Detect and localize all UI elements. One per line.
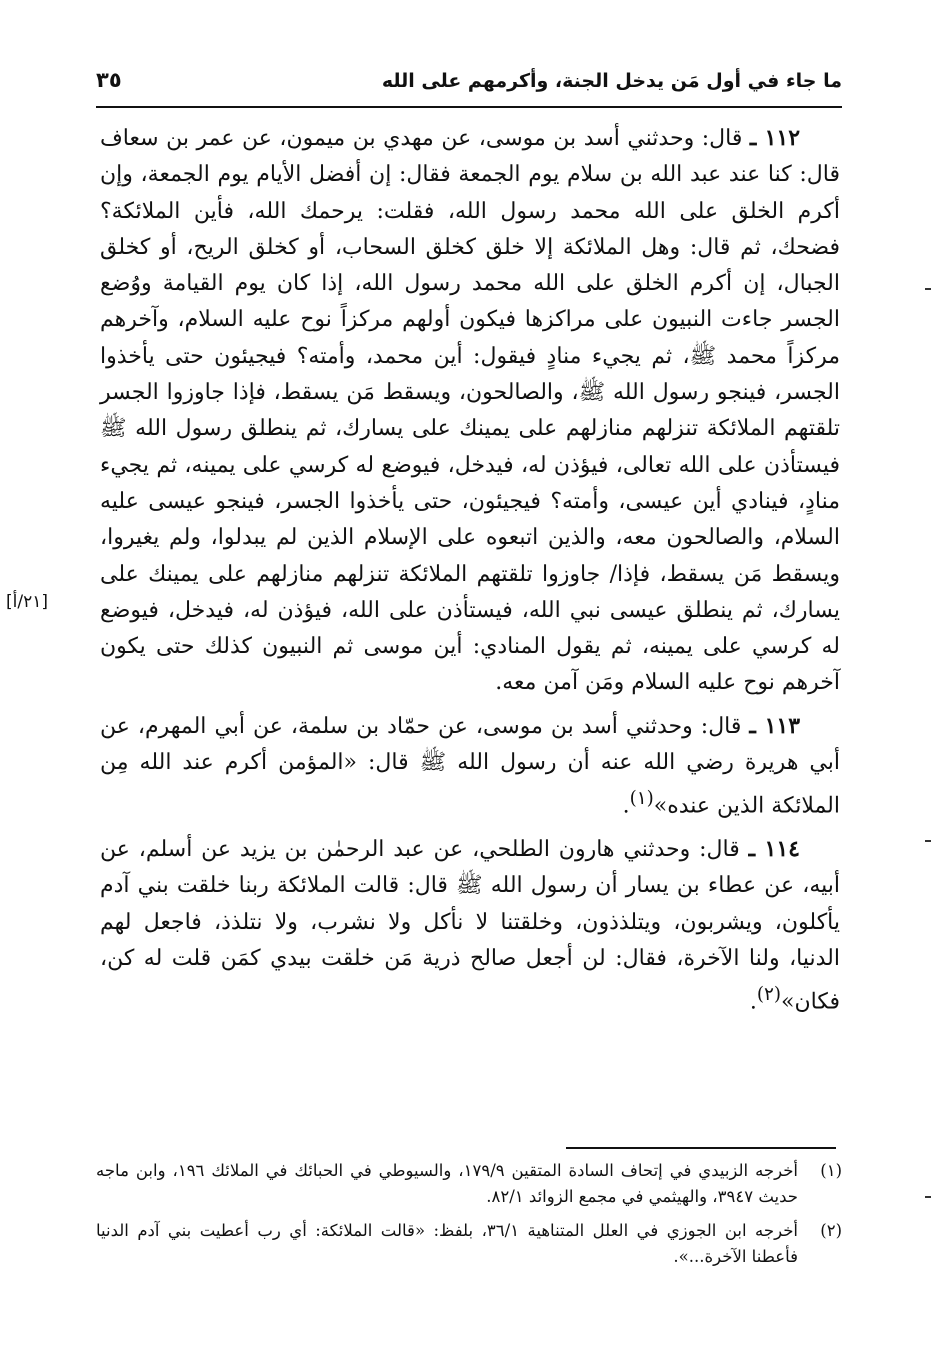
page-number: ٣٥ bbox=[96, 68, 122, 92]
paragraph-number: ١١٤ ـ bbox=[748, 835, 800, 862]
footnote-text: أخرجه الزبيدي في إتحاف السادة المتقين ١٧٩/٩، والسيوطي في الحبائك في الملائك ١٩٦، وابن ماجه حديث ٣٩٤٧، والهيثمي في مجمع الزوائد ٨٢/١. bbox=[96, 1161, 799, 1206]
footnote-marker: (٢) bbox=[820, 1221, 842, 1240]
paragraph-113 bbox=[100, 708, 840, 825]
paragraph-tail: . bbox=[622, 793, 630, 819]
paragraph-number: ١١٢ ـ bbox=[749, 125, 801, 151]
footnote-2 bbox=[96, 1218, 842, 1270]
folio-marker: [٢١/أ] bbox=[6, 592, 48, 612]
footnote-divider bbox=[566, 1147, 836, 1149]
scan-mark bbox=[925, 288, 931, 290]
footnote-marker: (١) bbox=[820, 1161, 842, 1180]
paragraph-114 bbox=[100, 831, 840, 1021]
running-header bbox=[96, 62, 842, 102]
paragraph-text: قال: وحدثني هارون الطلحي، عن عبد الرحمٰن بن يزيد عن أسلم، عن أبيه، عن عطاء بن يسار أن رسول الله ﷺ قال: قالت الملائكة ربنا خلقت بني آدم يأكلون، ويشربون، ويتلذذون، وخلقتنا لا نأكل ولا نشرب، ولا نتلذذ، فاجعل لهم الدنيا، ولنا الآخرة، فقال: لن أجعل صالح ذرية مَن خلقت بيدي كمَن قلت له كن، فكان» bbox=[100, 836, 840, 1015]
header-divider bbox=[96, 106, 842, 108]
footnote-reference: (١) bbox=[629, 788, 654, 810]
paragraph-text: قال: وحدثني أسد بن موسى، عن مهدي بن ميمون، عن عمر بن سعاف قال: كنا عند عبد الله بن سلام يوم الجمعة فقال: إن أفضل الأيام يوم الجمعة، وإن أكرم الخلق على الله محمد رسول الله، فقلت: يرحمك الله، فأين الملائكة؟ فضحك، ثم قال: وهل الملائكة إلا خلق كخلق السحاب، أو كخلق الريح، أو كخلق الجبال، إن أكرم الخلق على الله محمد رسول الله، إذا كان يوم القيامة ووُضع الجسر جاءت النبيون على مراكزها فيكون أولهم مركزاً نوح عليه السلام، وآخرهم مركزاً محمد ﷺ، ثم يجيء منادٍ فيقول: أين محمد، وأمته؟ فيجيئون حتى يأخذوا الجسر، فينجو رسول الله ﷺ، والصالحون، ويسقط مَن يسقط، فإذا جاوزوا الجسر تلقتهم الملائكة تنزلهم منازلهم على يمينك على يسارك، ثم ينطلق رسول الله ﷺ فيستأذن على الله تعالى، فيؤذن له، فيدخل، فيوضع له كرسي على يمينه، ثم يجيء منادٍ، فينادي أين عيسى، وأمته؟ فيجيئون، حتى يأخذوا الجسر، فينجو عيسى عليه السلام، والصالحون معه، والذين اتبعوه على الإسلام الذين لم يبدلوا، ولم يغيروا، ويسقط مَن يسقط، فإذا/ جاوزوا تلقتهم الملائكة تنزلهم منازلهم على يمينك على يسارك، ثم ينطلق عيسى نبي الله، فيستأذن على الله، فيؤذن له، فيدخل، فيوضع له كرسي على يمينه، ثم يقول المنادي: أين موسى ثم النبيون كذلك حتى يكون آخرهم نوح عليه السلام ومَن آمن معه. bbox=[100, 126, 840, 696]
paragraph-text: قال: وحدثني أسد بن موسى، عن حمّاد بن سلمة، عن أبي المهرم، عن أبي هريرة رضي الله عنه أن رسول الله ﷺ قال: «المؤمن أكرم عند الله مِن الملائكة الذين عنده» bbox=[100, 713, 840, 819]
footnotes bbox=[96, 1158, 842, 1278]
paragraph-number: ١١٣ ـ bbox=[749, 712, 801, 739]
footnote-reference: (٢) bbox=[756, 984, 781, 1006]
main-text bbox=[100, 120, 840, 1021]
scan-mark bbox=[925, 1196, 931, 1198]
paragraph-112 bbox=[100, 120, 840, 702]
footnote-text: أخرجه ابن الجوزي في العلل المتناهية ٣٦/١، بلفظ: «قالت الملائكة: أي رب أعطيت بني آدم الدنيا فأعطنا الآخرة...». bbox=[96, 1221, 798, 1266]
header-title: ما جاء في أول مَن يدخل الجنة، وأكرمهم على الله bbox=[381, 70, 842, 92]
footnote-1 bbox=[96, 1158, 842, 1210]
paragraph-tail: . bbox=[749, 989, 757, 1015]
scan-mark bbox=[925, 840, 931, 842]
